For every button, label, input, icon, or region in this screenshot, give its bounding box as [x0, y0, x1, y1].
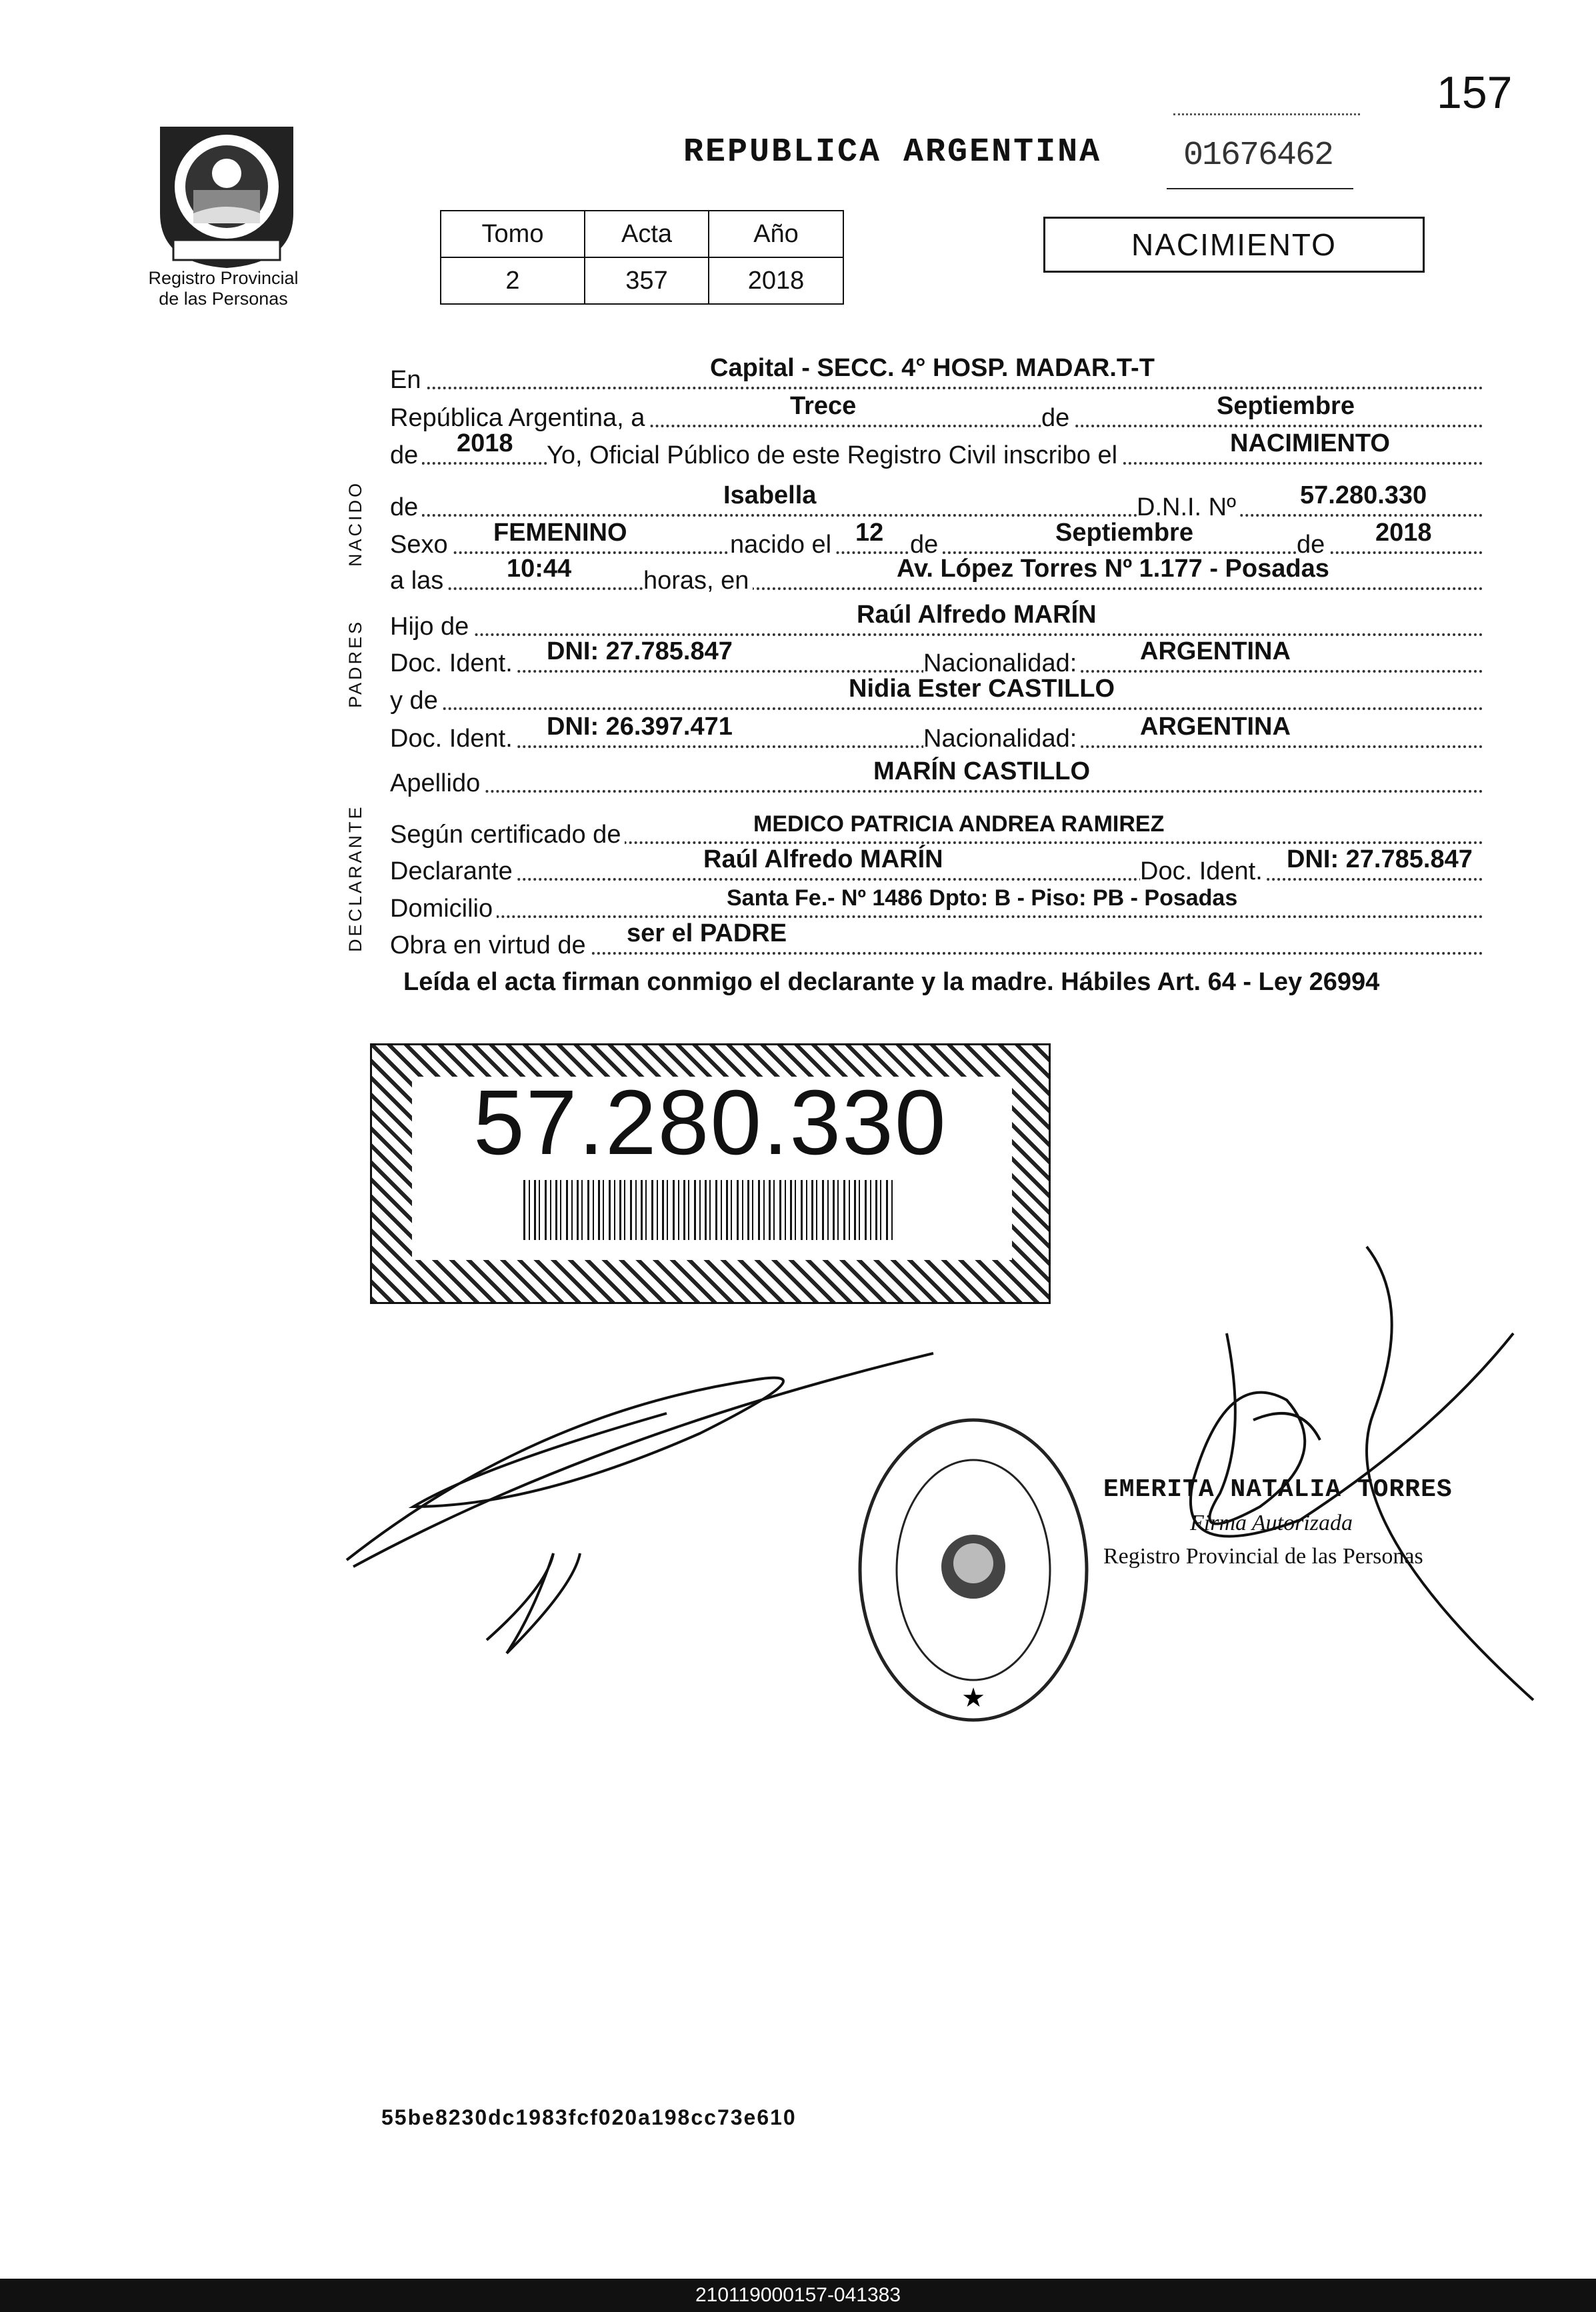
label-hijo: Hijo de [390, 613, 473, 641]
label-nacido-de: de [910, 531, 942, 559]
signer-role: Firma Autorizada [1190, 1511, 1353, 1535]
label-nac-padre: Nacionalidad: [923, 649, 1081, 678]
barcode-bar [598, 1180, 600, 1240]
barcode-bar [785, 1180, 786, 1240]
label-nacido-anio: de [1297, 531, 1329, 559]
barcode-bar [790, 1180, 792, 1240]
label-declarante: Declarante [390, 857, 517, 886]
barcode-bar [827, 1180, 829, 1240]
footer-id: 210119000157-041383 [0, 2279, 1596, 2312]
barcode-bar [870, 1180, 871, 1240]
barcode-bar [577, 1180, 579, 1240]
value-madre-doc: DNI: 26.397.471 [547, 713, 733, 741]
row-padre-doc [390, 633, 1483, 677]
barcode-bar [630, 1180, 632, 1240]
barcode-bar [816, 1180, 817, 1240]
barcode-bar [662, 1180, 664, 1240]
barcode-bar [688, 1180, 689, 1240]
document-type: NACIMIENTO [1043, 217, 1425, 273]
serial-number: 01676462 [1183, 137, 1333, 175]
row-madre [390, 671, 1483, 715]
value-nacido-mes: Septiembre [1055, 519, 1193, 547]
barcode-bar [529, 1180, 530, 1240]
side-label-nacido: NACIDO [345, 480, 365, 567]
barcode-bar [773, 1180, 775, 1240]
row-apellido [390, 753, 1483, 797]
barcode-bar [593, 1180, 594, 1240]
row-declarante [390, 841, 1483, 885]
barcode-bar [859, 1180, 860, 1240]
value-madre: Nidia Ester CASTILLO [849, 675, 1115, 703]
value-padre-doc: DNI: 27.785.847 [547, 637, 733, 665]
barcode-bar [657, 1180, 658, 1240]
barcode-bar [891, 1180, 893, 1240]
barcode-bar [795, 1180, 796, 1240]
row-certificado [390, 805, 1483, 849]
barcode-bar [694, 1180, 696, 1240]
row-anio [390, 425, 1483, 469]
serial-dots [1173, 113, 1360, 115]
barcode-bar [801, 1180, 803, 1240]
label-sexo: Sexo [390, 531, 452, 559]
barcode-bar [737, 1180, 739, 1240]
barcode-bar [769, 1180, 771, 1240]
value-obra: ser el PADRE [627, 919, 787, 947]
label-obra: Obra en virtud de [390, 931, 590, 960]
province-logo [147, 113, 307, 270]
value-anio: 2018 [457, 429, 513, 457]
barcode-bar [683, 1180, 685, 1240]
side-label-padres: PADRES [345, 619, 365, 708]
barcode-bar [833, 1180, 835, 1240]
value-lugar: Av. López Torres Nº 1.177 - Posadas [897, 555, 1329, 583]
label-de-anio: de [390, 441, 422, 470]
value-declarante: Raúl Alfredo MARÍN [703, 845, 943, 873]
barcode-bar [587, 1180, 589, 1240]
logo-caption [113, 268, 333, 309]
barcode-bar [849, 1180, 850, 1240]
value-nombre: Isabella [723, 481, 817, 509]
value-padre-nac: ARGENTINA [1140, 637, 1291, 665]
tomo-acta-anio-table [440, 210, 844, 305]
barcode-bar [555, 1180, 557, 1240]
row-obra [390, 915, 1483, 959]
label-domicilio: Domicilio [390, 895, 497, 923]
label-doc-decl: Doc. Ident. [1140, 857, 1267, 886]
label-apellido: Apellido [390, 769, 484, 798]
barcode-bar [571, 1180, 573, 1240]
label-yo-text: Yo, Oficial Público de este Registro Civil inscribo el [547, 441, 1121, 470]
row-fecha [390, 388, 1483, 432]
barcode-bar [609, 1180, 611, 1240]
row-nombre [390, 477, 1483, 521]
barcode-bar [811, 1180, 813, 1240]
barcode-bar [843, 1180, 845, 1240]
value-apellido: MARÍN CASTILLO [873, 757, 1091, 785]
svg-text:★: ★ [961, 1683, 985, 1713]
barcode-bar [731, 1180, 732, 1240]
barcode-bar [699, 1180, 701, 1240]
signer-org: Registro Provincial de las Personas [1103, 1544, 1423, 1569]
barcode-bar [619, 1180, 621, 1240]
logo-caption-line1: Registro Provincial [148, 268, 299, 288]
side-label-declarante: DECLARANTE [345, 804, 365, 952]
value-domicilio: Santa Fe.- Nº 1486 Dpto: B - Piso: PB - Posadas [727, 885, 1238, 911]
official-seal [853, 1413, 1093, 1727]
barcode-bar [752, 1180, 753, 1240]
row-domicilio [390, 879, 1483, 923]
row-en [390, 350, 1483, 394]
barcode-bar [758, 1180, 760, 1240]
barcode-bar [545, 1180, 547, 1240]
barcode-bar [523, 1180, 525, 1240]
document-hash: 55be8230dc1983fcf020a198cc73e610 [381, 2105, 797, 2129]
value-inscripcion: NACIMIENTO [1230, 429, 1390, 457]
value-nacido-dia: 12 [855, 519, 884, 547]
closing-note: Leída el acta firman conmigo el declarante y la madre. Hábiles Art. 64 - Ley 26994 [403, 968, 1380, 996]
barcode-bar [667, 1180, 668, 1240]
barcode-bar [624, 1180, 625, 1240]
barcode-bar [539, 1180, 540, 1240]
barcode-bar [747, 1180, 749, 1240]
barcode-bar [886, 1180, 888, 1240]
row-hora [390, 551, 1483, 595]
value-en: Capital - SECC. 4° HOSP. MADAR.T-T [710, 354, 1155, 382]
label-republica: República Argentina, a [390, 404, 649, 433]
barcode-bar [641, 1180, 643, 1240]
barcode-bar [854, 1180, 856, 1240]
label-doc-madre: Doc. Ident. [390, 725, 517, 753]
label-dni: D.N.I. Nº [1137, 493, 1240, 522]
table-header-acta: Acta [585, 211, 709, 257]
barcode-bar [806, 1180, 807, 1240]
label-doc-padre: Doc. Ident. [390, 649, 517, 678]
label-segun: Según certificado de [390, 821, 625, 849]
barcode-bar [763, 1180, 765, 1240]
barcode-bar [705, 1180, 707, 1240]
barcode-bar [678, 1180, 679, 1240]
page-number: 157 [1437, 67, 1513, 118]
label-alas: a las [390, 567, 447, 595]
table-value-acta: 357 [585, 257, 709, 304]
barcode-bar [875, 1180, 877, 1240]
barcode-bar [603, 1180, 604, 1240]
label-de-mes: de [1041, 404, 1073, 433]
label-de-nombre: de [390, 493, 422, 522]
label-yde: y de [390, 687, 442, 715]
barcode-bar [721, 1180, 722, 1240]
table-header-tomo: Tomo [441, 211, 585, 257]
barcode-bar [726, 1180, 728, 1240]
barcode-bar [566, 1180, 568, 1240]
signer-name: EMERITA NATALIA TORRES [1103, 1475, 1453, 1504]
barcode-bar [880, 1180, 881, 1240]
barcode-bar [673, 1180, 675, 1240]
value-dia: Trece [790, 392, 857, 420]
label-en: En [390, 366, 425, 395]
value-decl-doc: DNI: 27.785.847 [1287, 845, 1473, 873]
value-dni: 57.280.330 [1300, 481, 1427, 509]
country-title: REPUBLICA ARGENTINA [683, 133, 1102, 171]
barcode-bar [715, 1180, 717, 1240]
barcode-bar [614, 1180, 615, 1240]
row-madre-doc [390, 709, 1483, 753]
barcode-bar [635, 1180, 637, 1240]
logo-caption-line2: de las Personas [159, 289, 288, 309]
barcode-bar [645, 1180, 647, 1240]
dni-sticker-number: 57.280.330 [473, 1071, 947, 1174]
barcode-bar [550, 1180, 551, 1240]
row-padre [390, 597, 1483, 641]
barcode-bar [779, 1180, 781, 1240]
barcode-bar [837, 1180, 839, 1240]
label-nac-madre: Nacionalidad: [923, 725, 1081, 753]
table-value-tomo: 2 [441, 257, 585, 304]
barcode-bar [581, 1180, 583, 1240]
value-padre: Raúl Alfredo MARÍN [857, 601, 1097, 629]
value-sexo: FEMENINO [493, 519, 627, 547]
barcode-bar [822, 1180, 824, 1240]
barcode [523, 1180, 897, 1240]
table-header-anio: Año [709, 211, 843, 257]
row-sexo [390, 515, 1483, 559]
label-nacido: nacido el [730, 531, 835, 559]
table-value-anio: 2018 [709, 257, 843, 304]
barcode-bar [865, 1180, 867, 1240]
barcode-bar [709, 1180, 711, 1240]
value-certificado: MEDICO PATRICIA ANDREA RAMIREZ [753, 811, 1165, 837]
barcode-bar [742, 1180, 743, 1240]
label-horas: horas, en [643, 567, 753, 595]
barcode-bar [560, 1180, 561, 1240]
barcode-bar [534, 1180, 536, 1240]
signature-block [1103, 1473, 1453, 1573]
value-mes: Septiembre [1217, 392, 1355, 420]
value-nacido-anio: 2018 [1375, 519, 1432, 547]
barcode-bar [651, 1180, 653, 1240]
serial-underline [1167, 188, 1353, 189]
value-madre-nac: ARGENTINA [1140, 713, 1291, 741]
value-hora: 10:44 [507, 555, 572, 583]
